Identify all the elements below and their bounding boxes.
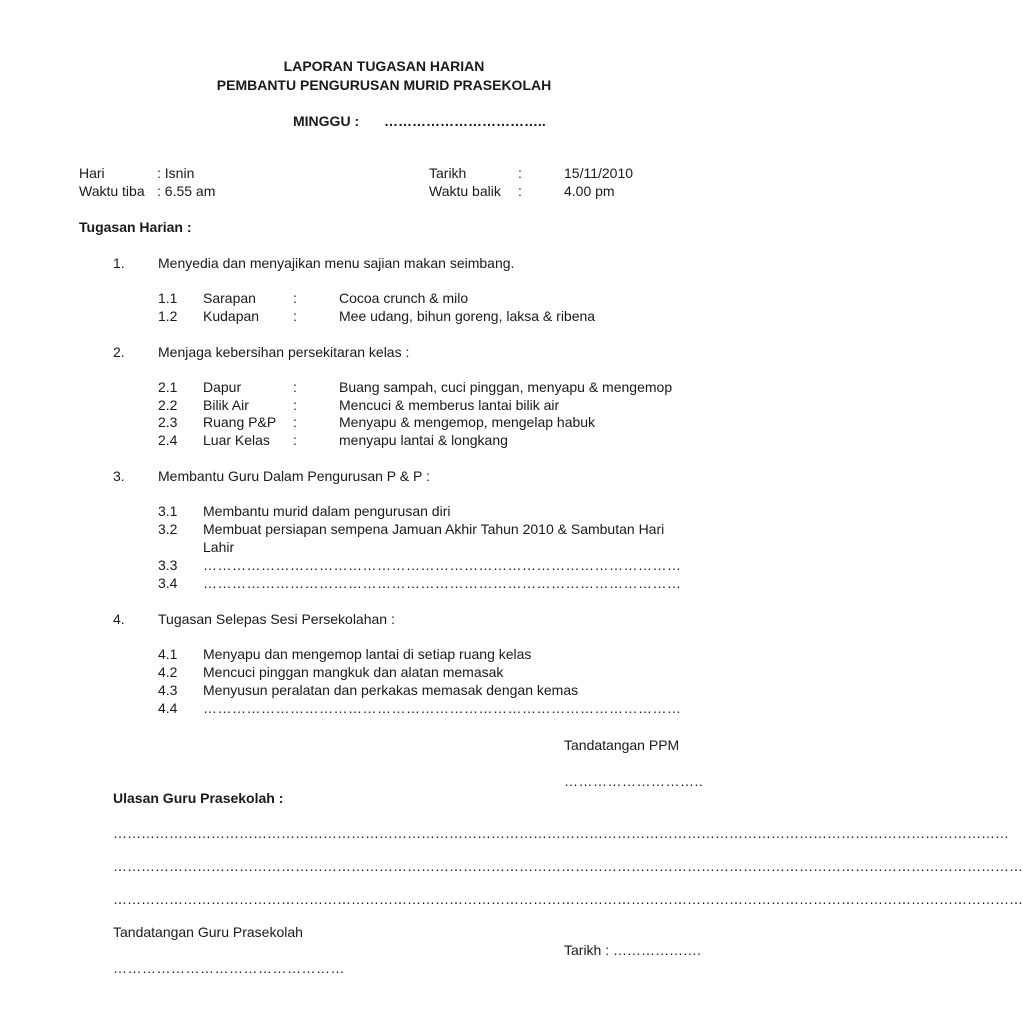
waktu-tiba-label: Waktu tiba [79,183,145,199]
ppm-signature-line: ……………………….. [564,773,704,789]
subtask-name: Ruang P&P [203,414,277,430]
subtask-number: 1.2 [158,308,178,324]
subtask-colon: : [293,290,297,306]
tugasan-heading: Tugasan Harian : [79,219,192,235]
subtask-number: 3.4 [158,575,178,591]
subtask-text: Menyusun peralatan dan perkakas memasak dengan kemas [203,682,579,698]
tarikh-value: 15/11/2010 [564,165,634,181]
task-title: Menjaga kebersihan persekitaran kelas : [158,344,410,360]
task-number: 3. [113,468,125,484]
report-subtitle: PEMBANTU PENGURUSAN MURID PRASEKOLAH [216,77,552,93]
subtask-text: Membuat persiapan sempena Jamuan Akhir Tahun 2010 & Sambutan Hari [203,521,665,537]
subtask-name: Bilik Air [203,397,249,413]
footer-tarikh: Tarikh : ………………. [564,942,701,958]
subtask-number: 2.4 [158,432,178,448]
tarikh-label: Tarikh [429,165,467,181]
task-title: Tugasan Selepas Sesi Persekolahan : [158,611,395,627]
ulasan-line-3: …………………………………………………………………………………………………………………………………………………………………………… [113,891,1023,907]
subtask-desc: Menyapu & mengemop, mengelap habuk [339,414,596,430]
task-title: Menyedia dan menyajikan menu sajian makan seimbang. [158,255,515,271]
subtask-name: Dapur [203,379,242,395]
task-number: 1. [113,255,125,271]
subtask-colon: : [293,432,297,448]
ulasan-heading: Ulasan Guru Prasekolah : [113,790,284,806]
ulasan-line-2: …………………………………………………………………………………………………………………………………………………………………………… [113,858,1023,874]
waktu-balik-value: 4.00 pm [564,183,615,199]
subtask-desc: Buang sampah, cuci pinggan, menyapu & mengemop [339,379,673,395]
subtask-text: Mencuci pinggan mangkuk dan alatan memasak [203,664,504,680]
hari-label: Hari [79,165,105,181]
task-title: Membantu Guru Dalam Pengurusan P & P : [158,468,430,484]
subtask-desc: Cocoa crunch & milo [339,290,469,306]
subtask-number: 2.3 [158,414,178,430]
guru-signature-line: ………………………………………… [113,960,345,976]
subtask-number: 4.2 [158,664,178,680]
subtask-blank-line: ……………………………………………………………………………………… [203,575,682,591]
subtask-name: Sarapan [203,290,256,306]
subtask-name: Kudapan [203,308,260,324]
subtask-number: 3.2 [158,521,178,537]
waktu-balik-colon: : [518,183,522,199]
subtask-text-continued: Lahir [203,539,235,555]
subtask-colon: : [293,308,297,324]
hari-value: : Isnin [157,165,195,181]
subtask-name: Luar Kelas [203,432,270,448]
guru-signature-label: Tandatangan Guru Prasekolah [113,924,303,940]
task-number: 4. [113,611,125,627]
subtask-desc: Mencuci & memberus lantai bilik air [339,397,560,413]
subtask-desc: Mee udang, bihun goreng, laksa & ribena [339,308,596,324]
subtask-text: Menyapu dan mengemop lantai di setiap ruang kelas [203,646,532,662]
subtask-blank-line: ……………………………………………………………………………………… [203,557,682,573]
waktu-tiba-value: : 6.55 am [157,183,216,199]
report-title: LAPORAN TUGASAN HARIAN [283,58,485,74]
subtask-blank-line: ……………………………………………………………………………………… [203,700,682,716]
subtask-number: 3.1 [158,503,178,519]
subtask-number: 1.1 [158,290,178,306]
subtask-desc: menyapu lantai & longkang [339,432,508,448]
subtask-number: 4.4 [158,700,178,716]
subtask-number: 2.1 [158,379,178,395]
ppm-signature-label: Tandatangan PPM [564,737,680,753]
minggu-value: …………………………….. [384,113,546,129]
subtask-number: 4.1 [158,646,178,662]
subtask-number: 4.3 [158,682,178,698]
task-number: 2. [113,344,125,360]
waktu-balik-label: Waktu balik [429,183,501,199]
minggu-label: MINGGU : [293,113,360,129]
subtask-number: 3.3 [158,557,178,573]
subtask-colon: : [293,397,297,413]
subtask-text: Membantu murid dalam pengurusan diri [203,503,451,519]
subtask-number: 2.2 [158,397,178,413]
ulasan-line-1: ………………………………………………………………………………………………………………………………………………………………………… [113,825,1009,841]
tarikh-colon: : [518,165,522,181]
subtask-colon: : [293,379,297,395]
subtask-colon: : [293,414,297,430]
